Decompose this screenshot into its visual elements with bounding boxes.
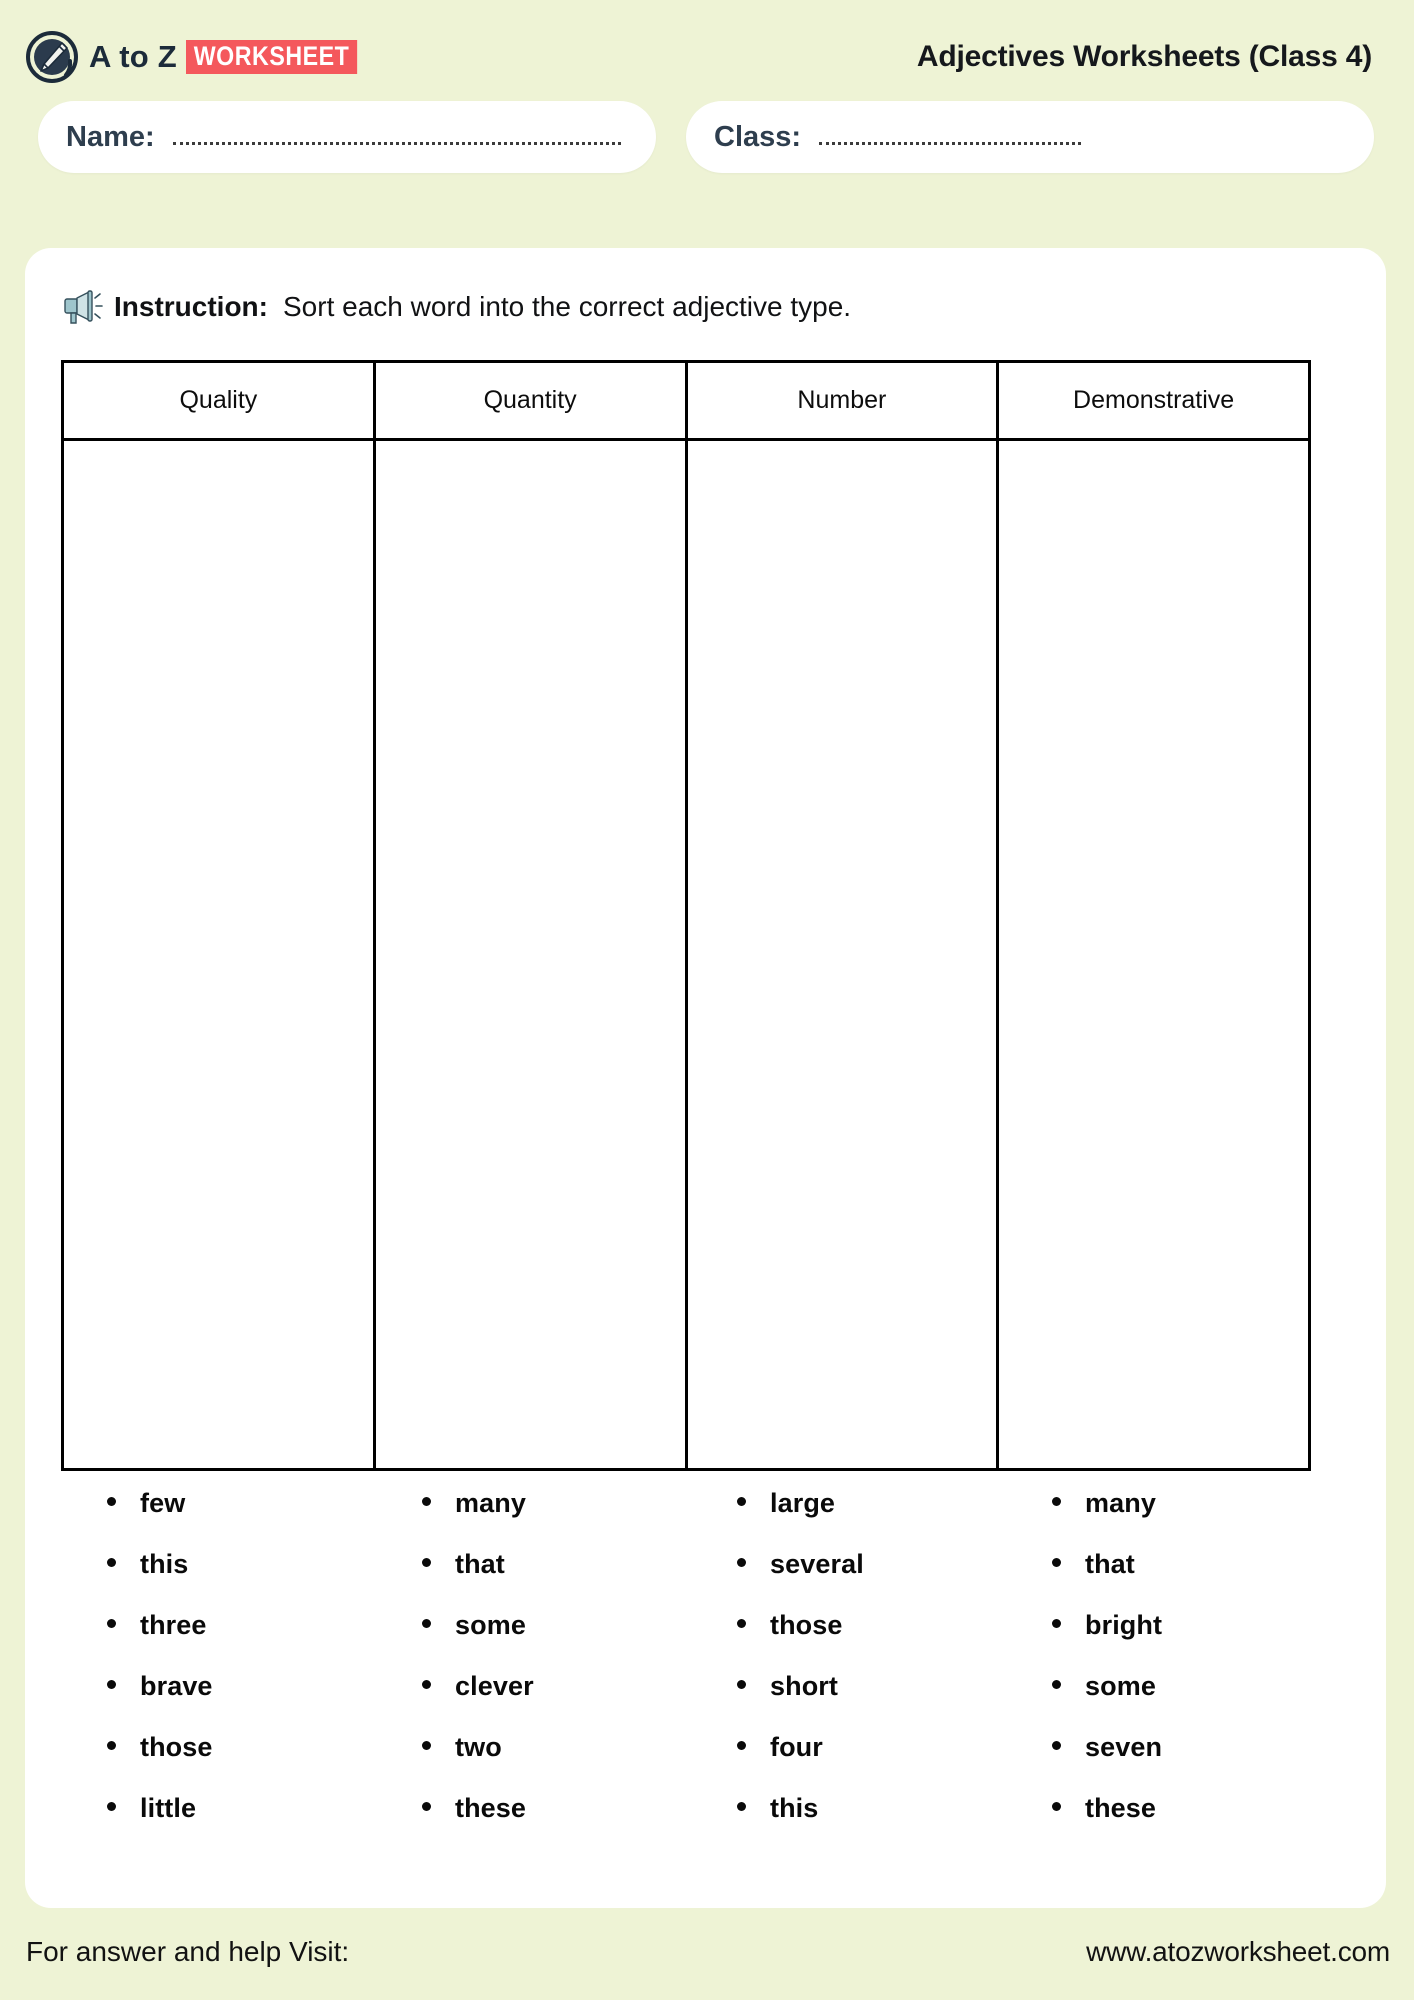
- list-item[interactable]: seven: [1030, 1732, 1345, 1793]
- bullet-icon: [737, 1802, 746, 1811]
- bullet-icon: [737, 1680, 746, 1689]
- bullet-icon: [107, 1802, 116, 1811]
- worksheet-card: [25, 248, 1386, 1908]
- list-item[interactable]: this: [85, 1549, 400, 1610]
- list-item[interactable]: two: [400, 1732, 715, 1793]
- column-header-number: Number: [686, 362, 998, 440]
- footer-website-link[interactable]: www.atozworksheet.com: [1086, 1936, 1390, 1967]
- column-header-quantity: Quantity: [374, 362, 686, 440]
- list-item[interactable]: bright: [1030, 1610, 1345, 1671]
- student-info-row: [38, 101, 1374, 173]
- list-item[interactable]: large: [715, 1488, 1030, 1549]
- list-item[interactable]: three: [85, 1610, 400, 1671]
- name-label: Name:: [66, 120, 155, 153]
- page-footer: [26, 1928, 1390, 1976]
- list-item[interactable]: four: [715, 1732, 1030, 1793]
- bullet-icon: [1052, 1741, 1061, 1750]
- list-item[interactable]: those: [715, 1610, 1030, 1671]
- column-header-demonstrative: Demonstrative: [998, 362, 1310, 440]
- instruction-text: Sort each word into the correct adjective type.: [283, 291, 852, 322]
- list-item[interactable]: these: [1030, 1793, 1345, 1854]
- name-input-line[interactable]: [173, 124, 621, 150]
- page-header: [0, 22, 1414, 92]
- bullet-icon: [1052, 1680, 1061, 1689]
- table-answer-row: [63, 440, 1310, 1470]
- list-item[interactable]: clever: [400, 1671, 715, 1732]
- bullet-icon: [107, 1619, 116, 1628]
- bullet-icon: [1052, 1558, 1061, 1567]
- bullet-icon: [422, 1741, 431, 1750]
- brand-wordmark: [89, 39, 385, 75]
- footer-help-text: For answer and help Visit:: [26, 1936, 350, 1967]
- bullet-icon: [107, 1741, 116, 1750]
- bullet-icon: [422, 1558, 431, 1567]
- megaphone-icon: [63, 288, 103, 326]
- answer-cell-quality[interactable]: [63, 440, 375, 1470]
- pen-circle-logo-icon: [26, 31, 78, 83]
- list-item[interactable]: few: [85, 1488, 400, 1549]
- instruction-label: Instruction:: [114, 291, 268, 322]
- brand-logo: [26, 31, 385, 83]
- bullet-icon: [737, 1741, 746, 1750]
- table-header-row: [63, 362, 1310, 440]
- list-item[interactable]: brave: [85, 1671, 400, 1732]
- bullet-icon: [422, 1802, 431, 1811]
- list-item[interactable]: that: [400, 1549, 715, 1610]
- bullet-icon: [737, 1619, 746, 1628]
- word-bank: [85, 1488, 1345, 1854]
- list-item[interactable]: little: [85, 1793, 400, 1854]
- bullet-icon: [422, 1497, 431, 1506]
- bullet-icon: [1052, 1619, 1061, 1628]
- bullet-icon: [1052, 1802, 1061, 1811]
- word-bank-column-4: [1030, 1488, 1345, 1854]
- bullet-icon: [737, 1497, 746, 1506]
- class-input-line[interactable]: [819, 124, 1081, 150]
- bullet-icon: [422, 1680, 431, 1689]
- answer-cell-demonstrative[interactable]: [998, 440, 1310, 1470]
- list-item[interactable]: these: [400, 1793, 715, 1854]
- bullet-icon: [107, 1497, 116, 1506]
- list-item[interactable]: several: [715, 1549, 1030, 1610]
- list-item[interactable]: this: [715, 1793, 1030, 1854]
- word-bank-column-1: [85, 1488, 400, 1854]
- list-item[interactable]: some: [400, 1610, 715, 1671]
- column-header-quality: Quality: [63, 362, 375, 440]
- bullet-icon: [1052, 1497, 1061, 1506]
- adjective-sort-table: [61, 360, 1311, 1471]
- answer-cell-number[interactable]: [686, 440, 998, 1470]
- brand-name: A to Z: [89, 39, 177, 74]
- word-bank-column-3: [715, 1488, 1030, 1854]
- class-label: Class:: [714, 120, 802, 153]
- list-item[interactable]: that: [1030, 1549, 1345, 1610]
- word-bank-column-2: [400, 1488, 715, 1854]
- name-field[interactable]: [38, 101, 656, 173]
- bullet-icon: [107, 1680, 116, 1689]
- bullet-icon: [737, 1558, 746, 1567]
- page-title: Adjectives Worksheets (Class 4): [916, 40, 1372, 73]
- class-field[interactable]: [686, 101, 1374, 173]
- list-item[interactable]: some: [1030, 1671, 1345, 1732]
- bullet-icon: [107, 1558, 116, 1567]
- list-item[interactable]: many: [1030, 1488, 1345, 1549]
- list-item[interactable]: short: [715, 1671, 1030, 1732]
- brand-badge: WORKSHEET: [186, 40, 357, 74]
- answer-cell-quantity[interactable]: [374, 440, 686, 1470]
- bullet-icon: [422, 1619, 431, 1628]
- instruction-row: [63, 288, 1356, 326]
- list-item[interactable]: those: [85, 1732, 400, 1793]
- list-item[interactable]: many: [400, 1488, 715, 1549]
